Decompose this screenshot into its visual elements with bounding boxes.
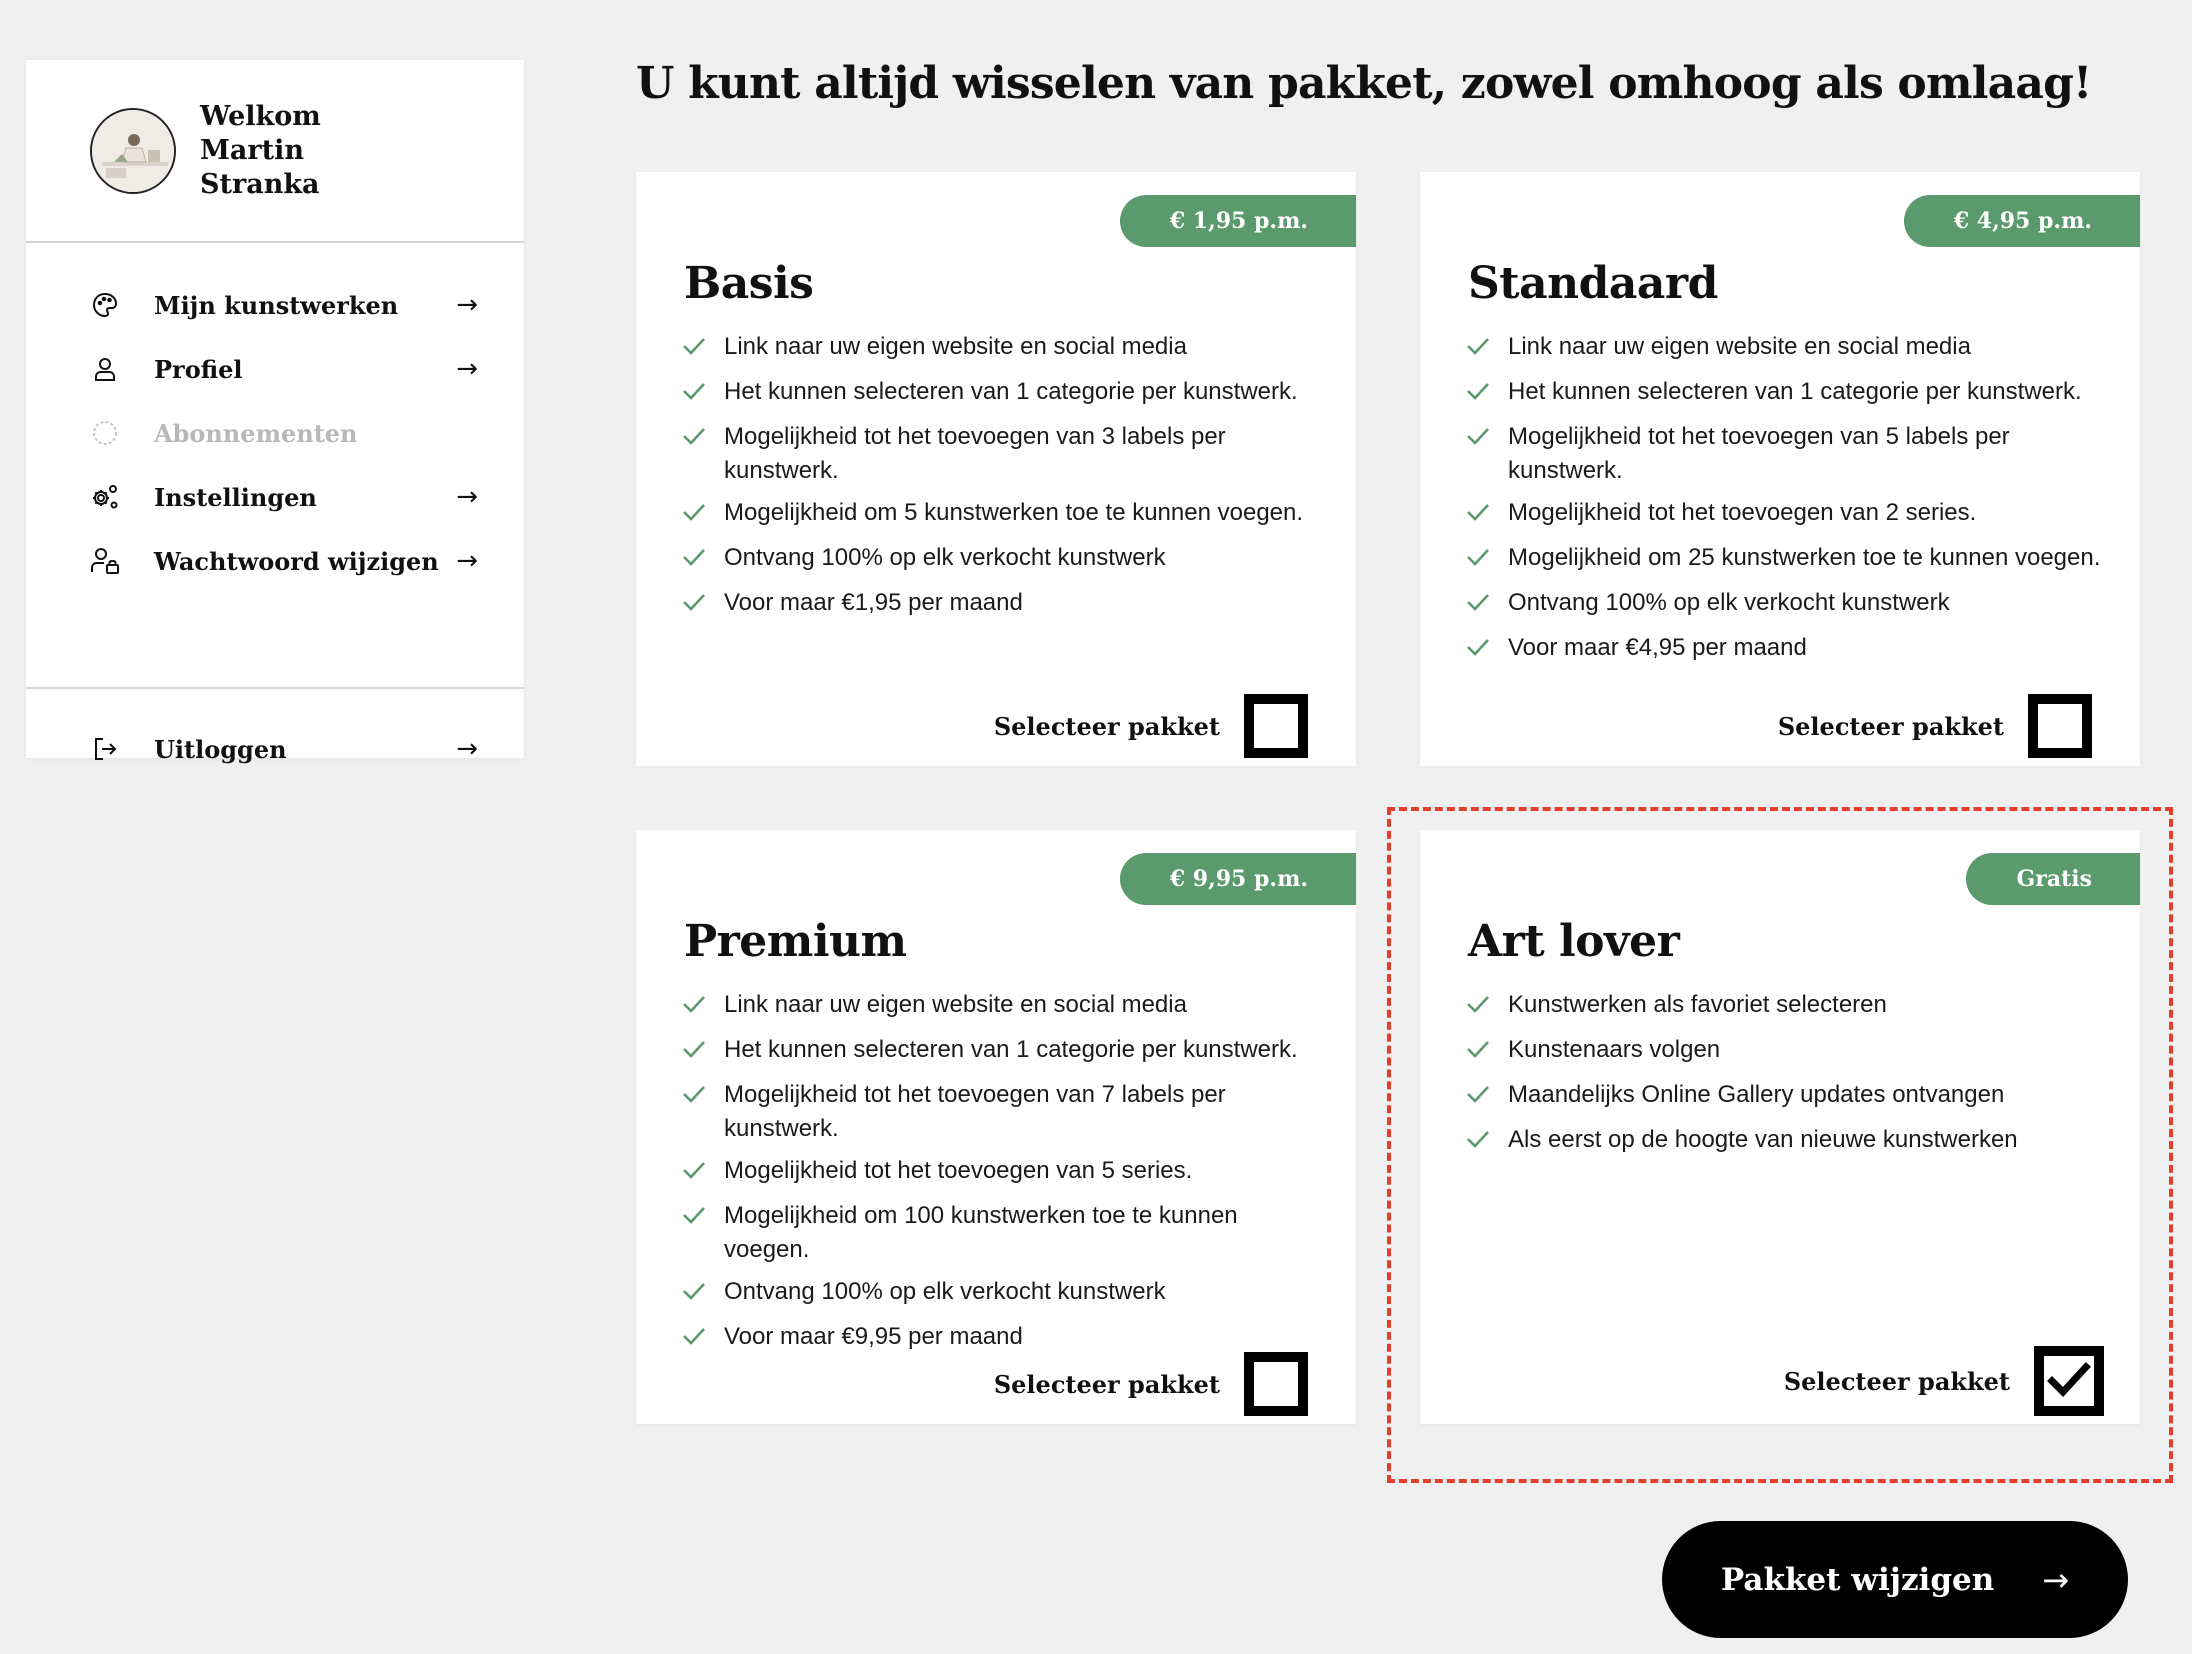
feature-item	[682, 420, 1322, 488]
welcome-text: Welkom Martin Stranka	[200, 100, 321, 200]
feature-text: Mogelijkheid tot het toevoegen van 2 series.	[1508, 499, 1977, 526]
change-plan-button[interactable]	[1662, 1521, 2128, 1638]
feature-text: Mogelijkheid tot het toevoegen van 3 labels per kunstwerk.	[724, 423, 1226, 484]
checkmark-icon	[2047, 1361, 2091, 1401]
feature-text: Ontvang 100% op elk verkocht kunstwerk	[724, 1278, 1166, 1305]
sidebar-item-mijn-kunstwerken[interactable]	[26, 273, 524, 337]
check-icon	[682, 378, 708, 412]
feature-item	[1466, 420, 2106, 488]
page-title: U kunt altijd wisselen van pakket, zowel omhoog als omlaag!	[636, 58, 2092, 109]
sidebar-item-abonnementen[interactable]	[26, 401, 524, 465]
feature-text: Als eerst op de hoogte van nieuwe kunstwerken	[1508, 1126, 2018, 1153]
check-icon	[1466, 544, 1492, 578]
feature-text: Voor maar €9,95 per maand	[724, 1323, 1023, 1350]
user-lock-icon	[90, 546, 120, 576]
feature-text: Mogelijkheid tot het toevoegen van 7 labels per kunstwerk.	[724, 1081, 1226, 1142]
feature-list	[1466, 330, 2106, 676]
feature-item	[682, 1199, 1322, 1267]
select-plan-label: Selecteer pakket	[1783, 1366, 2010, 1396]
feature-item	[1466, 496, 2106, 533]
check-icon	[682, 589, 708, 623]
plan-name: Premium	[684, 916, 907, 967]
check-icon	[682, 544, 708, 578]
profile-header	[26, 60, 524, 243]
gears-icon	[90, 482, 120, 512]
feature-item	[1466, 541, 2106, 578]
check-icon	[1466, 499, 1492, 533]
sidebar-item-label: Profiel	[154, 354, 243, 384]
sidebar-item-wachtwoord-wijzigen[interactable]	[26, 529, 524, 593]
feature-text: Mogelijkheid om 5 kunstwerken toe te kunnen voegen.	[724, 499, 1304, 526]
arrow-right-icon: →	[456, 546, 478, 576]
feature-text: Het kunnen selecteren van 1 categorie per kunstwerk.	[724, 1036, 1298, 1063]
feature-item	[682, 330, 1322, 367]
arrow-right-icon: →	[2042, 1560, 2070, 1599]
plan-card-art-lover	[1420, 830, 2140, 1424]
feature-item	[682, 1078, 1322, 1146]
account-sidebar	[26, 60, 524, 764]
feature-text: Link naar uw eigen website en social media	[1508, 333, 1971, 360]
check-icon	[682, 1157, 708, 1191]
feature-item	[682, 988, 1322, 1025]
loading-circle-icon	[90, 418, 120, 448]
feature-item	[682, 496, 1322, 533]
check-icon	[1466, 589, 1492, 623]
logout-icon	[90, 734, 120, 764]
feature-item	[1466, 631, 2106, 668]
select-plan-label: Selecteer pakket	[993, 711, 1220, 741]
feature-text: Ontvang 100% op elk verkocht kunstwerk	[1508, 589, 1950, 616]
arrow-right-icon: →	[456, 354, 478, 384]
logout-label: Uitloggen	[154, 734, 287, 764]
feature-text: Voor maar €4,95 per maand	[1508, 634, 1807, 661]
sidebar-item-instellingen[interactable]	[26, 465, 524, 529]
sidebar-nav	[26, 243, 524, 689]
feature-item	[1466, 1078, 2106, 1115]
plan-name: Standaard	[1468, 258, 1718, 309]
feature-item	[1466, 988, 2106, 1025]
plan-card-premium	[636, 830, 1356, 1424]
sidebar-item-profiel[interactable]	[26, 337, 524, 401]
select-plan-basis[interactable]	[994, 694, 1308, 758]
avatar	[90, 108, 176, 194]
feature-item	[1466, 586, 2106, 623]
feature-list	[1466, 988, 2106, 1168]
feature-item	[1466, 375, 2106, 412]
feature-text: Mogelijkheid tot het toevoegen van 5 series.	[724, 1157, 1193, 1184]
check-icon	[1466, 1126, 1492, 1160]
feature-item	[1466, 330, 2106, 367]
check-icon	[682, 333, 708, 367]
plan-checkbox[interactable]	[1244, 1352, 1308, 1416]
plan-name: Art lover	[1468, 916, 1680, 967]
plan-checkbox[interactable]	[1244, 694, 1308, 758]
feature-text: Mogelijkheid om 25 kunstwerken toe te kunnen voegen.	[1508, 544, 2101, 571]
price-badge: € 9,95 p.m.	[1120, 853, 1356, 905]
plan-checkbox[interactable]	[2028, 694, 2092, 758]
check-icon	[682, 1323, 708, 1357]
feature-item	[682, 375, 1322, 412]
feature-item	[682, 1154, 1322, 1191]
feature-text: Kunstenaars volgen	[1508, 1036, 1721, 1063]
select-plan-standaard[interactable]	[1778, 694, 2092, 758]
check-icon	[1466, 634, 1492, 668]
check-icon	[682, 1202, 708, 1267]
check-icon	[1466, 1081, 1492, 1115]
palette-icon	[90, 290, 120, 320]
feature-text: Link naar uw eigen website en social media	[724, 333, 1187, 360]
arrow-right-icon: →	[456, 290, 478, 320]
plan-name: Basis	[684, 258, 814, 309]
feature-item	[1466, 1123, 2106, 1160]
sidebar-item-label: Abonnementen	[154, 418, 358, 448]
check-icon	[1466, 333, 1492, 367]
price-badge: € 1,95 p.m.	[1120, 195, 1356, 247]
feature-text: Maandelijks Online Gallery updates ontvangen	[1508, 1081, 2005, 1108]
check-icon	[1466, 991, 1492, 1025]
plan-checkbox-checked[interactable]	[2034, 1346, 2104, 1416]
feature-item	[682, 541, 1322, 578]
feature-item	[682, 1033, 1322, 1070]
sidebar-item-label: Wachtwoord wijzigen	[154, 546, 439, 576]
check-icon	[682, 991, 708, 1025]
feature-item	[1466, 1033, 2106, 1070]
check-icon	[1466, 378, 1492, 412]
feature-text: Link naar uw eigen website en social media	[724, 991, 1187, 1018]
feature-text: Kunstwerken als favoriet selecteren	[1508, 991, 1887, 1018]
feature-text: Het kunnen selecteren van 1 categorie per kunstwerk.	[724, 378, 1298, 405]
plan-card-standaard	[1420, 172, 2140, 766]
user-icon	[90, 354, 120, 384]
feature-item	[682, 586, 1322, 623]
feature-text: Mogelijkheid tot het toevoegen van 5 labels per kunstwerk.	[1508, 423, 2010, 484]
feature-text: Voor maar €1,95 per maand	[724, 589, 1023, 616]
select-plan-label: Selecteer pakket	[1777, 711, 2004, 741]
check-icon	[682, 423, 708, 488]
feature-text: Mogelijkheid om 100 kunstwerken toe te kunnen voegen.	[724, 1202, 1238, 1263]
select-plan-premium[interactable]	[994, 1352, 1308, 1416]
arrow-right-icon: →	[456, 482, 478, 512]
feature-text: Het kunnen selecteren van 1 categorie per kunstwerk.	[1508, 378, 2082, 405]
check-icon	[682, 1278, 708, 1312]
price-badge: Gratis	[1966, 853, 2140, 905]
check-icon	[1466, 423, 1492, 488]
sidebar-item-label: Mijn kunstwerken	[154, 290, 399, 320]
select-plan-label: Selecteer pakket	[993, 1369, 1220, 1399]
plan-card-basis	[636, 172, 1356, 766]
arrow-right-icon: →	[456, 734, 478, 764]
price-badge: € 4,95 p.m.	[1904, 195, 2140, 247]
feature-text: Ontvang 100% op elk verkocht kunstwerk	[724, 544, 1166, 571]
select-plan-art-lover[interactable]	[1784, 1346, 2104, 1416]
feature-list	[682, 330, 1322, 631]
check-icon	[682, 499, 708, 533]
check-icon	[1466, 1036, 1492, 1070]
feature-item	[682, 1275, 1322, 1312]
check-icon	[682, 1081, 708, 1146]
feature-list	[682, 988, 1322, 1365]
check-icon	[682, 1036, 708, 1070]
change-plan-label: Pakket wijzigen	[1720, 1561, 1995, 1598]
sidebar-item-label: Instellingen	[154, 482, 317, 512]
logout-button[interactable]	[26, 717, 524, 781]
